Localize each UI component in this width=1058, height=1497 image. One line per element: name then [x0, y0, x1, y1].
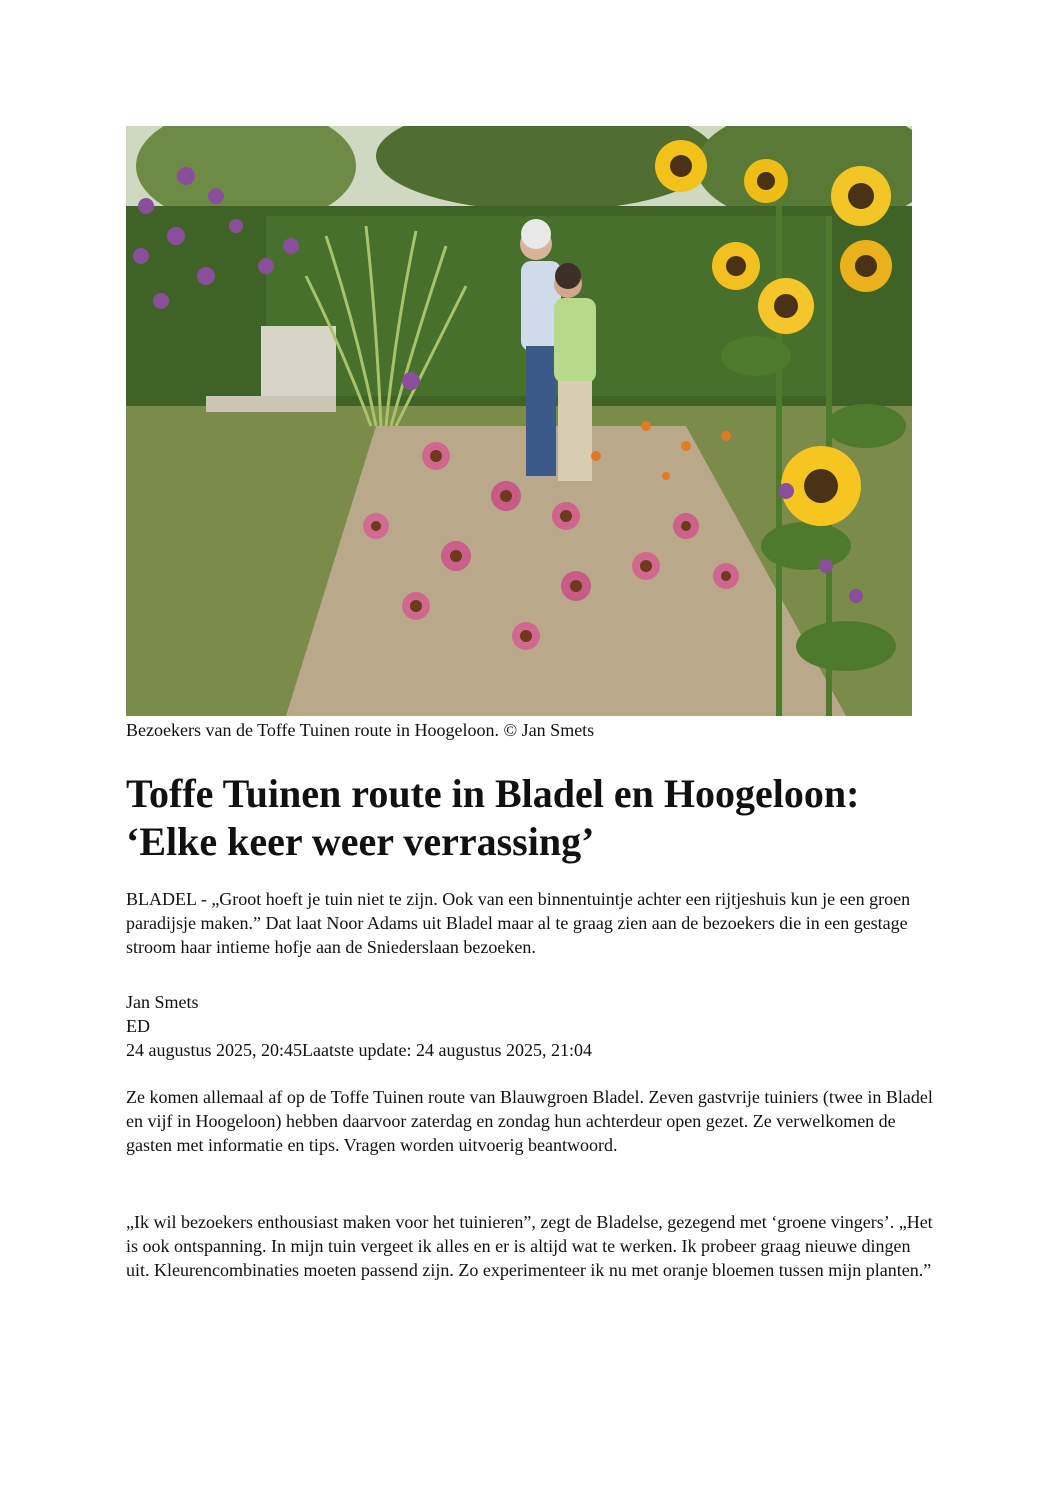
photo-caption: Bezoekers van de Toffe Tuinen route in Hoogeloon. © Jan Smets — [126, 720, 595, 740]
article-photo — [126, 126, 912, 716]
body-paragraph: Ze komen allemaal af op de Toffe Tuinen route van Blauwgroen Bladel. Zeven gastvrije tuiniers (twee in Bladel en vijf in Hoogeloon) hebben daarvoor zaterdag en zondag hun achterdeur open gezet. Ze verwelkomen de gasten met informatie en tips. Vragen worden uitvoerig beantwoord. — [126, 1087, 933, 1155]
publication-name: ED — [126, 1016, 150, 1036]
article-byline — [126, 990, 936, 1062]
body-paragraph: „Ik wil bezoekers enthousiast maken voor het tuinieren”, zegt de Bladelse, gezegend met ‘groene vingers’. „Het is ook ontspanning. In mijn tuin vergeet ik alles en er is altijd wat te werken. Ik probeer graag nieuwe dingen uit. Kleurencombinaties moeten passend zijn. Zo experimenteer ik nu met oranje bloemen tussen mijn planten.” — [126, 1212, 933, 1280]
article-dateline: 24 augustus 2025, 20:45Laatste update: 24 augustus 2025, 21:04 — [126, 1040, 592, 1060]
article-lead: BLADEL - „Groot hoeft je tuin niet te zijn. Ook van een binnentuintje achter een rijtjeshuis kun je een groen paradijsje maken.” Dat laat Noor Adams uit Bladel maar al te graag zien aan de bezoekers die in een gestage stroom haar intieme hofje aan de Sniederslaan bezoeken. — [126, 889, 911, 957]
article-title: Toffe Tuinen route in Bladel en Hoogeloon: ‘Elke keer weer verrassing’ — [126, 771, 860, 864]
garden-photo — [126, 126, 912, 716]
author-name: Jan Smets — [126, 992, 199, 1012]
